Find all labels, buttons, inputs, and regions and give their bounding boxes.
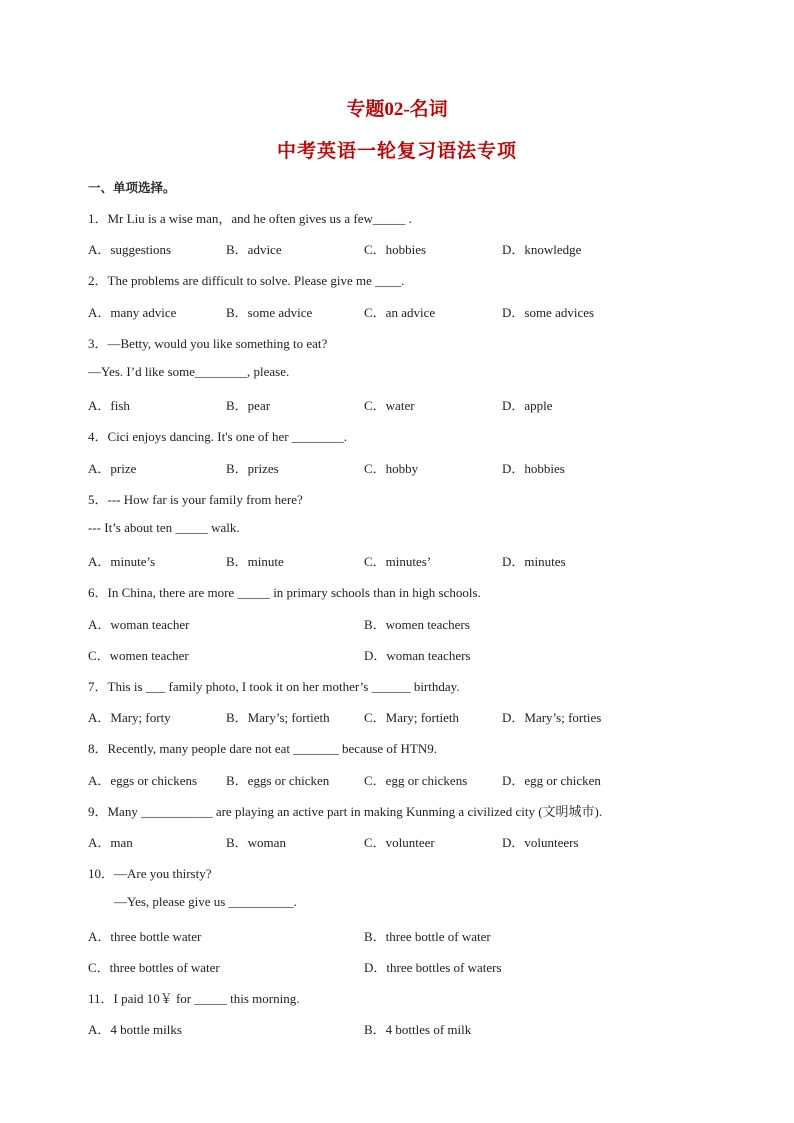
question-3-option-c: C．water: [364, 398, 415, 413]
question-1-option-d: D．knowledge: [502, 242, 582, 257]
question-6-option-c: C．women teacher: [88, 648, 189, 663]
question-8-option-d: D．egg or chicken: [502, 773, 601, 788]
question-4-option-b: B．prizes: [226, 461, 279, 476]
question-11-stem: 11．I paid 10￥ for _____ this morning.: [88, 991, 300, 1006]
question-1-option-b: B．advice: [226, 242, 282, 257]
question-5-option-c: C．minutes’: [364, 554, 432, 569]
question-4-option-a: A．prize: [88, 461, 137, 476]
question-5-stem-reply: --- It’s about ten _____ walk.: [88, 520, 240, 535]
question-2-option-d: D．some advices: [502, 305, 595, 320]
question-7-option-a: A．Mary; forty: [88, 710, 171, 725]
question-1-stem: 1．Mr Liu is a wise man，and he often gives us a few_____ .: [88, 211, 412, 226]
question-4-option-c: C．hobby: [364, 461, 419, 476]
question-3-stem-reply: —Yes. I’d like some________, please.: [88, 364, 290, 379]
question-2-option-b: B．some advice: [226, 305, 313, 320]
page-title: 专题02-名词: [346, 99, 448, 120]
question-3-stem: 3．—Betty, would you like something to eat?: [88, 336, 328, 351]
question-3-option-a: A．fish: [88, 398, 130, 413]
question-5-option-d: D．minutes: [502, 554, 566, 569]
question-6-option-b: B．women teachers: [364, 617, 470, 632]
section-heading: 一、单项选择。: [88, 181, 176, 195]
question-5-option-a: A．minute’s: [88, 554, 156, 569]
question-8-option-c: C．egg or chickens: [364, 773, 468, 788]
question-2-option-a: A．many advice: [88, 305, 177, 320]
question-4-option-d: D．hobbies: [502, 461, 565, 476]
question-8-option-b: B．eggs or chicken: [226, 773, 330, 788]
question-7-stem: 7．This is ___ family photo, I took it on her mother’s ______ birthday.: [88, 679, 460, 694]
question-10-option-d: D．three bottles of waters: [364, 960, 502, 975]
question-8-stem: 8．Recently, many people dare not eat _______ because of HTN9.: [88, 741, 437, 756]
question-9-option-b: B．woman: [226, 835, 286, 850]
question-2-stem: 2．The problems are difficult to solve. Please give me ____.: [88, 273, 405, 288]
question-7-option-b: B．Mary’s; fortieth: [226, 710, 330, 725]
question-7-option-c: C．Mary; fortieth: [364, 710, 459, 725]
question-8-option-a: A．eggs or chickens: [88, 773, 198, 788]
question-10-option-a: A．three bottle water: [88, 929, 202, 944]
question-2-option-c: C．an advice: [364, 305, 436, 320]
question-6-option-d: D．woman teachers: [364, 648, 471, 663]
question-10-option-c: C．three bottles of water: [88, 960, 220, 975]
page-subtitle: 中考英语一轮复习语法专项: [276, 141, 517, 162]
question-9-option-d: D．volunteers: [502, 835, 579, 850]
question-9-stem: 9．Many ___________ are playing an active part in making Kunming a civilized city (文明城市).: [88, 804, 603, 819]
question-5-option-b: B．minute: [226, 554, 284, 569]
question-11-option-a: A．4 bottle milks: [88, 1022, 182, 1037]
question-1-option-a: A．suggestions: [88, 242, 172, 257]
question-9-option-a: A．man: [88, 835, 133, 850]
question-6-stem: 6．In China, there are more _____ in primary schools than in high schools.: [88, 585, 481, 600]
question-3-option-d: D．apple: [502, 398, 553, 413]
question-10-option-b: B．three bottle of water: [364, 929, 491, 944]
question-5-stem: 5．--- How far is your family from here?: [88, 492, 303, 507]
question-1-option-c: C．hobbies: [364, 242, 427, 257]
question-10-stem-reply: —Yes, please give us __________.: [114, 894, 297, 909]
question-7-option-d: D．Mary’s; forties: [502, 710, 602, 725]
question-3-option-b: B．pear: [226, 398, 271, 413]
question-10-stem: 10．—Are you thirsty?: [88, 866, 212, 881]
question-4-stem: 4．Cici enjoys dancing. It's one of her ________.: [88, 429, 348, 444]
question-6-option-a: A．woman teacher: [88, 617, 190, 632]
question-11-option-b: B．4 bottles of milk: [364, 1022, 472, 1037]
question-9-option-c: C．volunteer: [364, 835, 435, 850]
